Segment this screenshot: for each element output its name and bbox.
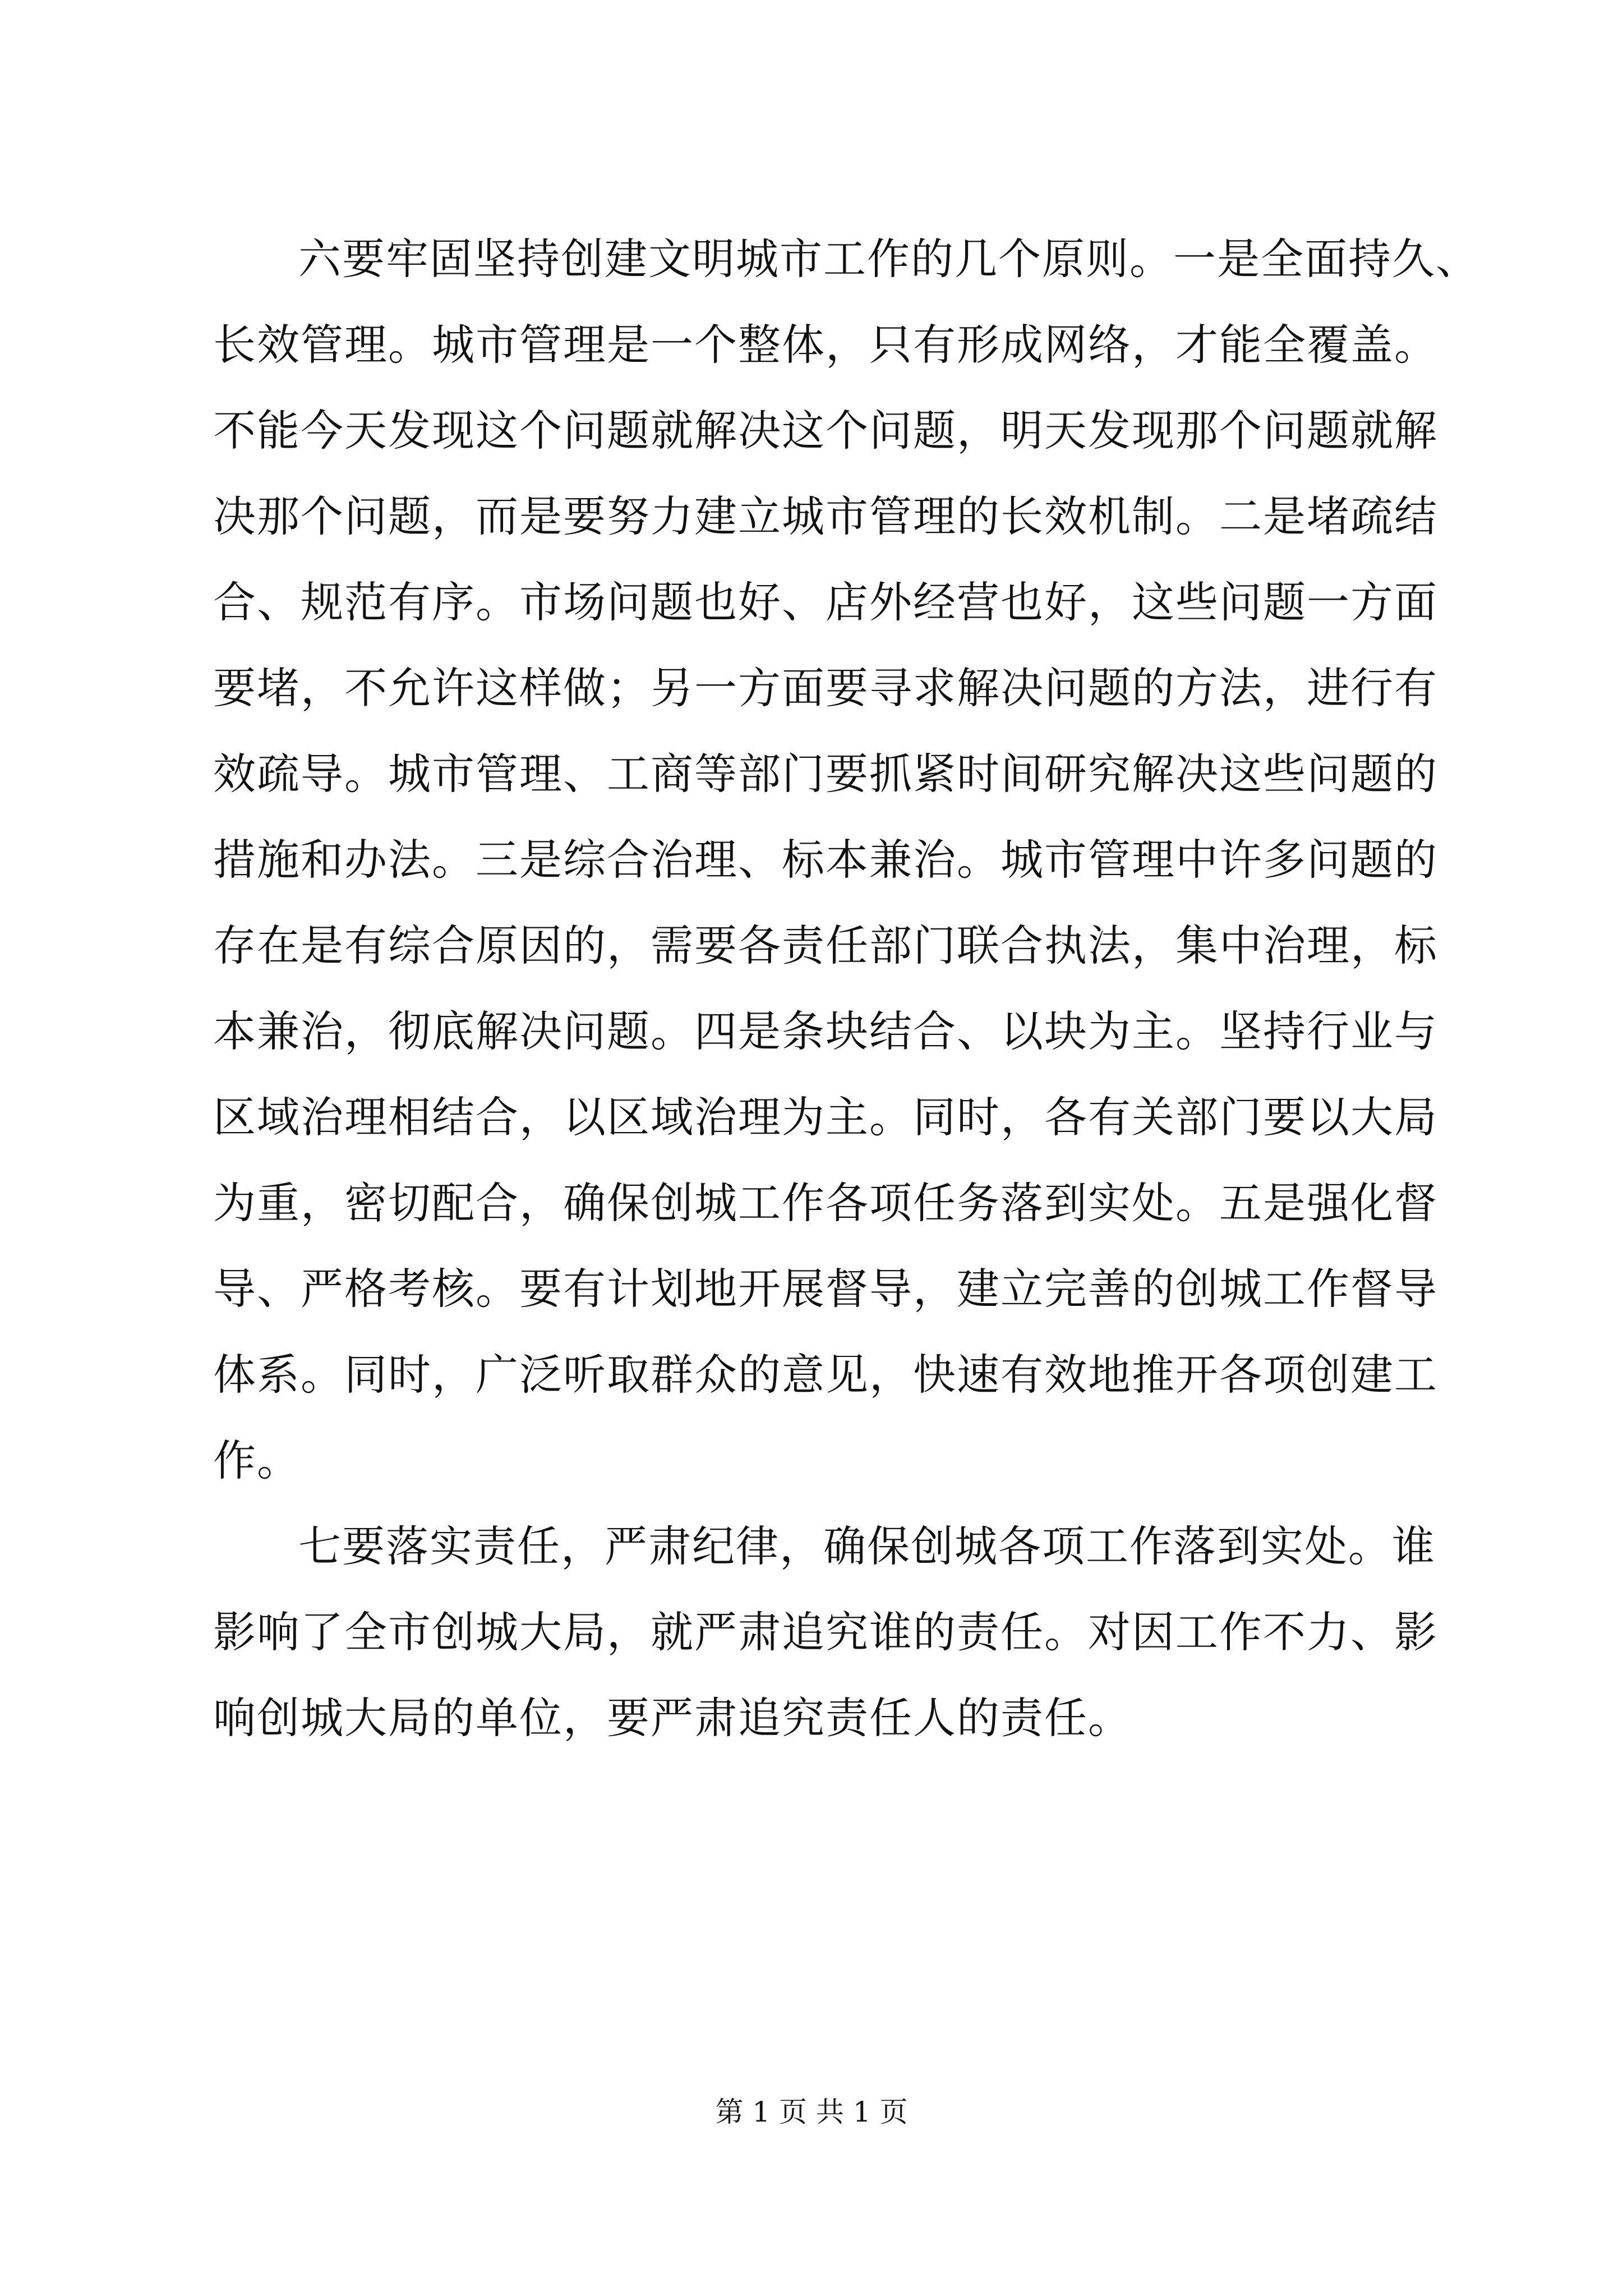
paragraph-line: 措施和办法。三是综合治理、标本兼治。城市管理中许多问题的 (213, 835, 1438, 885)
paragraph-line: 体系。同时，广泛听取群众的意见，快速有效地推开各项创建工 (213, 1350, 1438, 1400)
paragraph-line: 存在是有综合原因的，需要各责任部门联合执法，集中治理，标 (213, 921, 1438, 970)
paragraph-line: 响创城大局的单位，要严肃追究责任人的责任。 (213, 1693, 1132, 1743)
paragraph-line: 作。 (213, 1435, 301, 1485)
paragraph-line: 为重，密切配合，确保创城工作各项任务落到实处。五是强化督 (213, 1178, 1438, 1228)
body-text (213, 216, 1479, 1761)
paragraph-line: 不能今天发现这个问题就解决这个问题，明天发现那个问题就解 (213, 406, 1438, 455)
paragraph-line: 要堵，不允许这样做；另一方面要寻求解决问题的方法，进行有 (213, 663, 1438, 713)
paragraph-responsibility (213, 1503, 1447, 1761)
paragraph-line: 区域治理相结合，以区域治理为主。同时，各有关部门要以大局 (213, 1092, 1438, 1142)
paragraph-line: 影响了全市创城大局，就严肃追究谁的责任。对因工作不力、影 (213, 1607, 1438, 1657)
page-number-footer: 第 1 页 共 1 页 (715, 2096, 908, 2128)
paragraph-line: 本兼治，彻底解决问题。四是条块结合、以块为主。坚持行业与 (213, 1006, 1438, 1056)
paragraph-line: 长效管理。城市管理是一个整体，只有形成网络，才能全覆盖。 (213, 320, 1438, 370)
paragraph-line: 效疏导。城市管理、工商等部门要抓紧时间研究解决这些问题的 (213, 749, 1438, 799)
paragraph-line: 合、规范有序。市场问题也好、店外经营也好，这些问题一方面 (213, 577, 1438, 627)
paragraph-line: 决那个问题，而是要努力建立城市管理的长效机制。二是堵疏结 (213, 491, 1438, 541)
paragraph-principles (213, 216, 1479, 1503)
paragraph-line: 六要牢固坚持创建文明城市工作的几个原则。一是全面持久、 (298, 234, 1479, 284)
paragraph-line: 导、严格考核。要有计划地开展督导，建立完善的创城工作督导 (213, 1264, 1438, 1314)
paragraph-line: 七要落实责任，严肃纪律，确保创城各项工作落到实处。谁 (298, 1521, 1436, 1571)
